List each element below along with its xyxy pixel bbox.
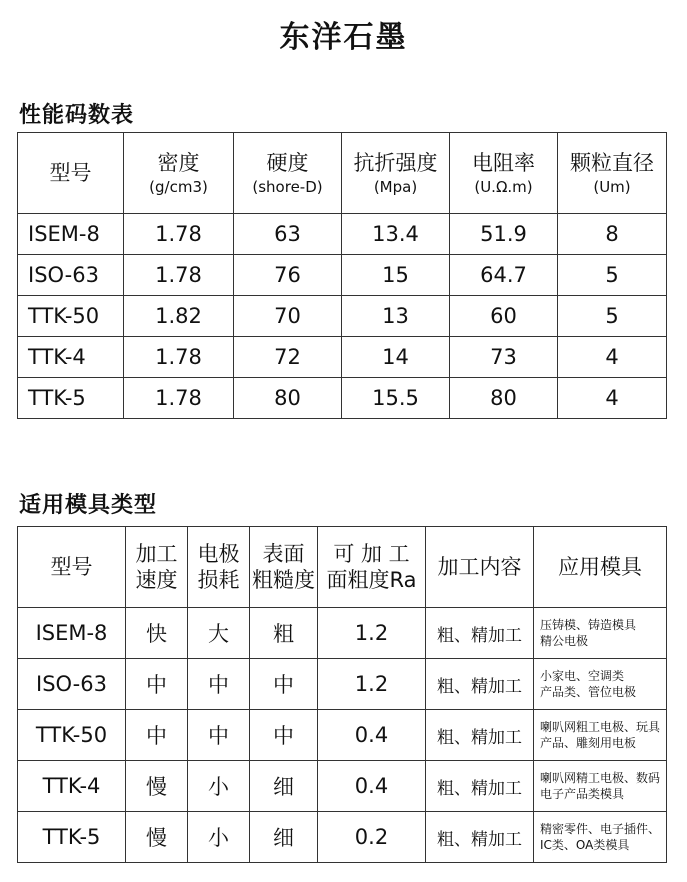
table-cell: 80: [234, 378, 342, 419]
table-cell: 小: [188, 812, 250, 863]
table-cell: 快: [126, 608, 188, 659]
table-row: [18, 296, 667, 337]
table-cell: 8: [558, 214, 667, 255]
table-cell: 4: [558, 337, 667, 378]
table-cell: 粗: [250, 608, 318, 659]
table-cell: 0.4: [318, 761, 426, 812]
table-row: [18, 214, 667, 255]
table-cell: 14: [342, 337, 450, 378]
table-cell: 慢: [126, 761, 188, 812]
table-row: [18, 659, 667, 710]
table-cell: TTK-50: [18, 710, 126, 761]
table-cell: 63: [234, 214, 342, 255]
table-cell: 1.78: [124, 337, 234, 378]
table-cell: ISO-63: [18, 659, 126, 710]
table-cell: TTK-5: [18, 378, 124, 419]
table-cell: 15: [342, 255, 450, 296]
header-cell: 电阻率 (U.Ω.m): [450, 133, 558, 214]
header-cell: 加工 速度: [126, 527, 188, 608]
table-cell: TTK-4: [18, 337, 124, 378]
header-cell: 应用模具: [534, 527, 667, 608]
table-cell: 4: [558, 378, 667, 419]
table-cell-application: 喇叭网粗工电极、玩具 产品、雕刻用电板: [534, 710, 667, 761]
table-cell: 1.78: [124, 378, 234, 419]
table-cell: 小: [188, 761, 250, 812]
table-cell: TTK-50: [18, 296, 124, 337]
table-cell: 1.78: [124, 214, 234, 255]
table-row: [18, 337, 667, 378]
table-cell: 15.5: [342, 378, 450, 419]
table-row: [18, 812, 667, 863]
table-cell: 1.82: [124, 296, 234, 337]
table-cell: 70: [234, 296, 342, 337]
table-cell: 中: [250, 710, 318, 761]
table-cell: ISEM-8: [18, 608, 126, 659]
table-cell: 粗、精加工: [426, 812, 534, 863]
table-cell: 粗、精加工: [426, 710, 534, 761]
header-cell: 颗粒直径 (Um): [558, 133, 667, 214]
table-cell: 0.4: [318, 710, 426, 761]
table-cell: TTK-5: [18, 812, 126, 863]
table-cell: ISEM-8: [18, 214, 124, 255]
table-cell: 中: [250, 659, 318, 710]
table-cell-application: 喇叭网精工电极、数码 电子产品类模具: [534, 761, 667, 812]
table-cell: 73: [450, 337, 558, 378]
table-cell: 细: [250, 812, 318, 863]
table-cell: 60: [450, 296, 558, 337]
table-cell: 细: [250, 761, 318, 812]
table-row: [18, 710, 667, 761]
table-header-row: [18, 133, 667, 214]
table-cell: 5: [558, 255, 667, 296]
table-cell-application: 精密零件、电子插件、 IC类、OA类模具: [534, 812, 667, 863]
table-cell: 1.78: [124, 255, 234, 296]
table-cell: 中: [126, 659, 188, 710]
table-cell: 72: [234, 337, 342, 378]
table-row: [18, 378, 667, 419]
section-title-molds: 适用模具类型: [19, 493, 158, 518]
table-cell: 中: [188, 659, 250, 710]
table-cell: 80: [450, 378, 558, 419]
table-cell: 1.2: [318, 608, 426, 659]
table-cell: 0.2: [318, 812, 426, 863]
table-cell: 大: [188, 608, 250, 659]
table-cell: 粗、精加工: [426, 659, 534, 710]
table-cell: 慢: [126, 812, 188, 863]
header-cell: 硬度 (shore-D): [234, 133, 342, 214]
table-cell: TTK-4: [18, 761, 126, 812]
header-cell: 型号: [18, 527, 126, 608]
table-cell: 51.9: [450, 214, 558, 255]
table-cell: 粗、精加工: [426, 761, 534, 812]
table-row: [18, 255, 667, 296]
table-cell: 5: [558, 296, 667, 337]
table-cell: 中: [126, 710, 188, 761]
header-cell: 表面 粗糙度: [250, 527, 318, 608]
header-cell: 加工内容: [426, 527, 534, 608]
header-cell: 电极 损耗: [188, 527, 250, 608]
table-cell: 粗、精加工: [426, 608, 534, 659]
table-cell: 76: [234, 255, 342, 296]
header-cell: 抗折强度 (Mpa): [342, 133, 450, 214]
table-cell: 中: [188, 710, 250, 761]
header-cell: 型号: [18, 133, 124, 214]
table-header-row: [18, 527, 667, 608]
table-cell: 64.7: [450, 255, 558, 296]
table-row: [18, 608, 667, 659]
header-cell: 密度 (g/cm3): [124, 133, 234, 214]
properties-table: [17, 132, 667, 419]
header-cell: 可 加 工 面粗度Ra: [318, 527, 426, 608]
mold-types-table: [17, 526, 667, 863]
table-cell: 1.2: [318, 659, 426, 710]
table-cell: 13.4: [342, 214, 450, 255]
table-cell-application: 压铸模、铸造模具 精公电极: [534, 608, 667, 659]
table-cell: ISO-63: [18, 255, 124, 296]
table-cell-application: 小家电、空调类 产品类、管位电极: [534, 659, 667, 710]
table-row: [18, 761, 667, 812]
table-cell: 13: [342, 296, 450, 337]
section-title-properties: 性能码数表: [19, 103, 135, 128]
page-title: 东洋石墨: [279, 20, 408, 55]
